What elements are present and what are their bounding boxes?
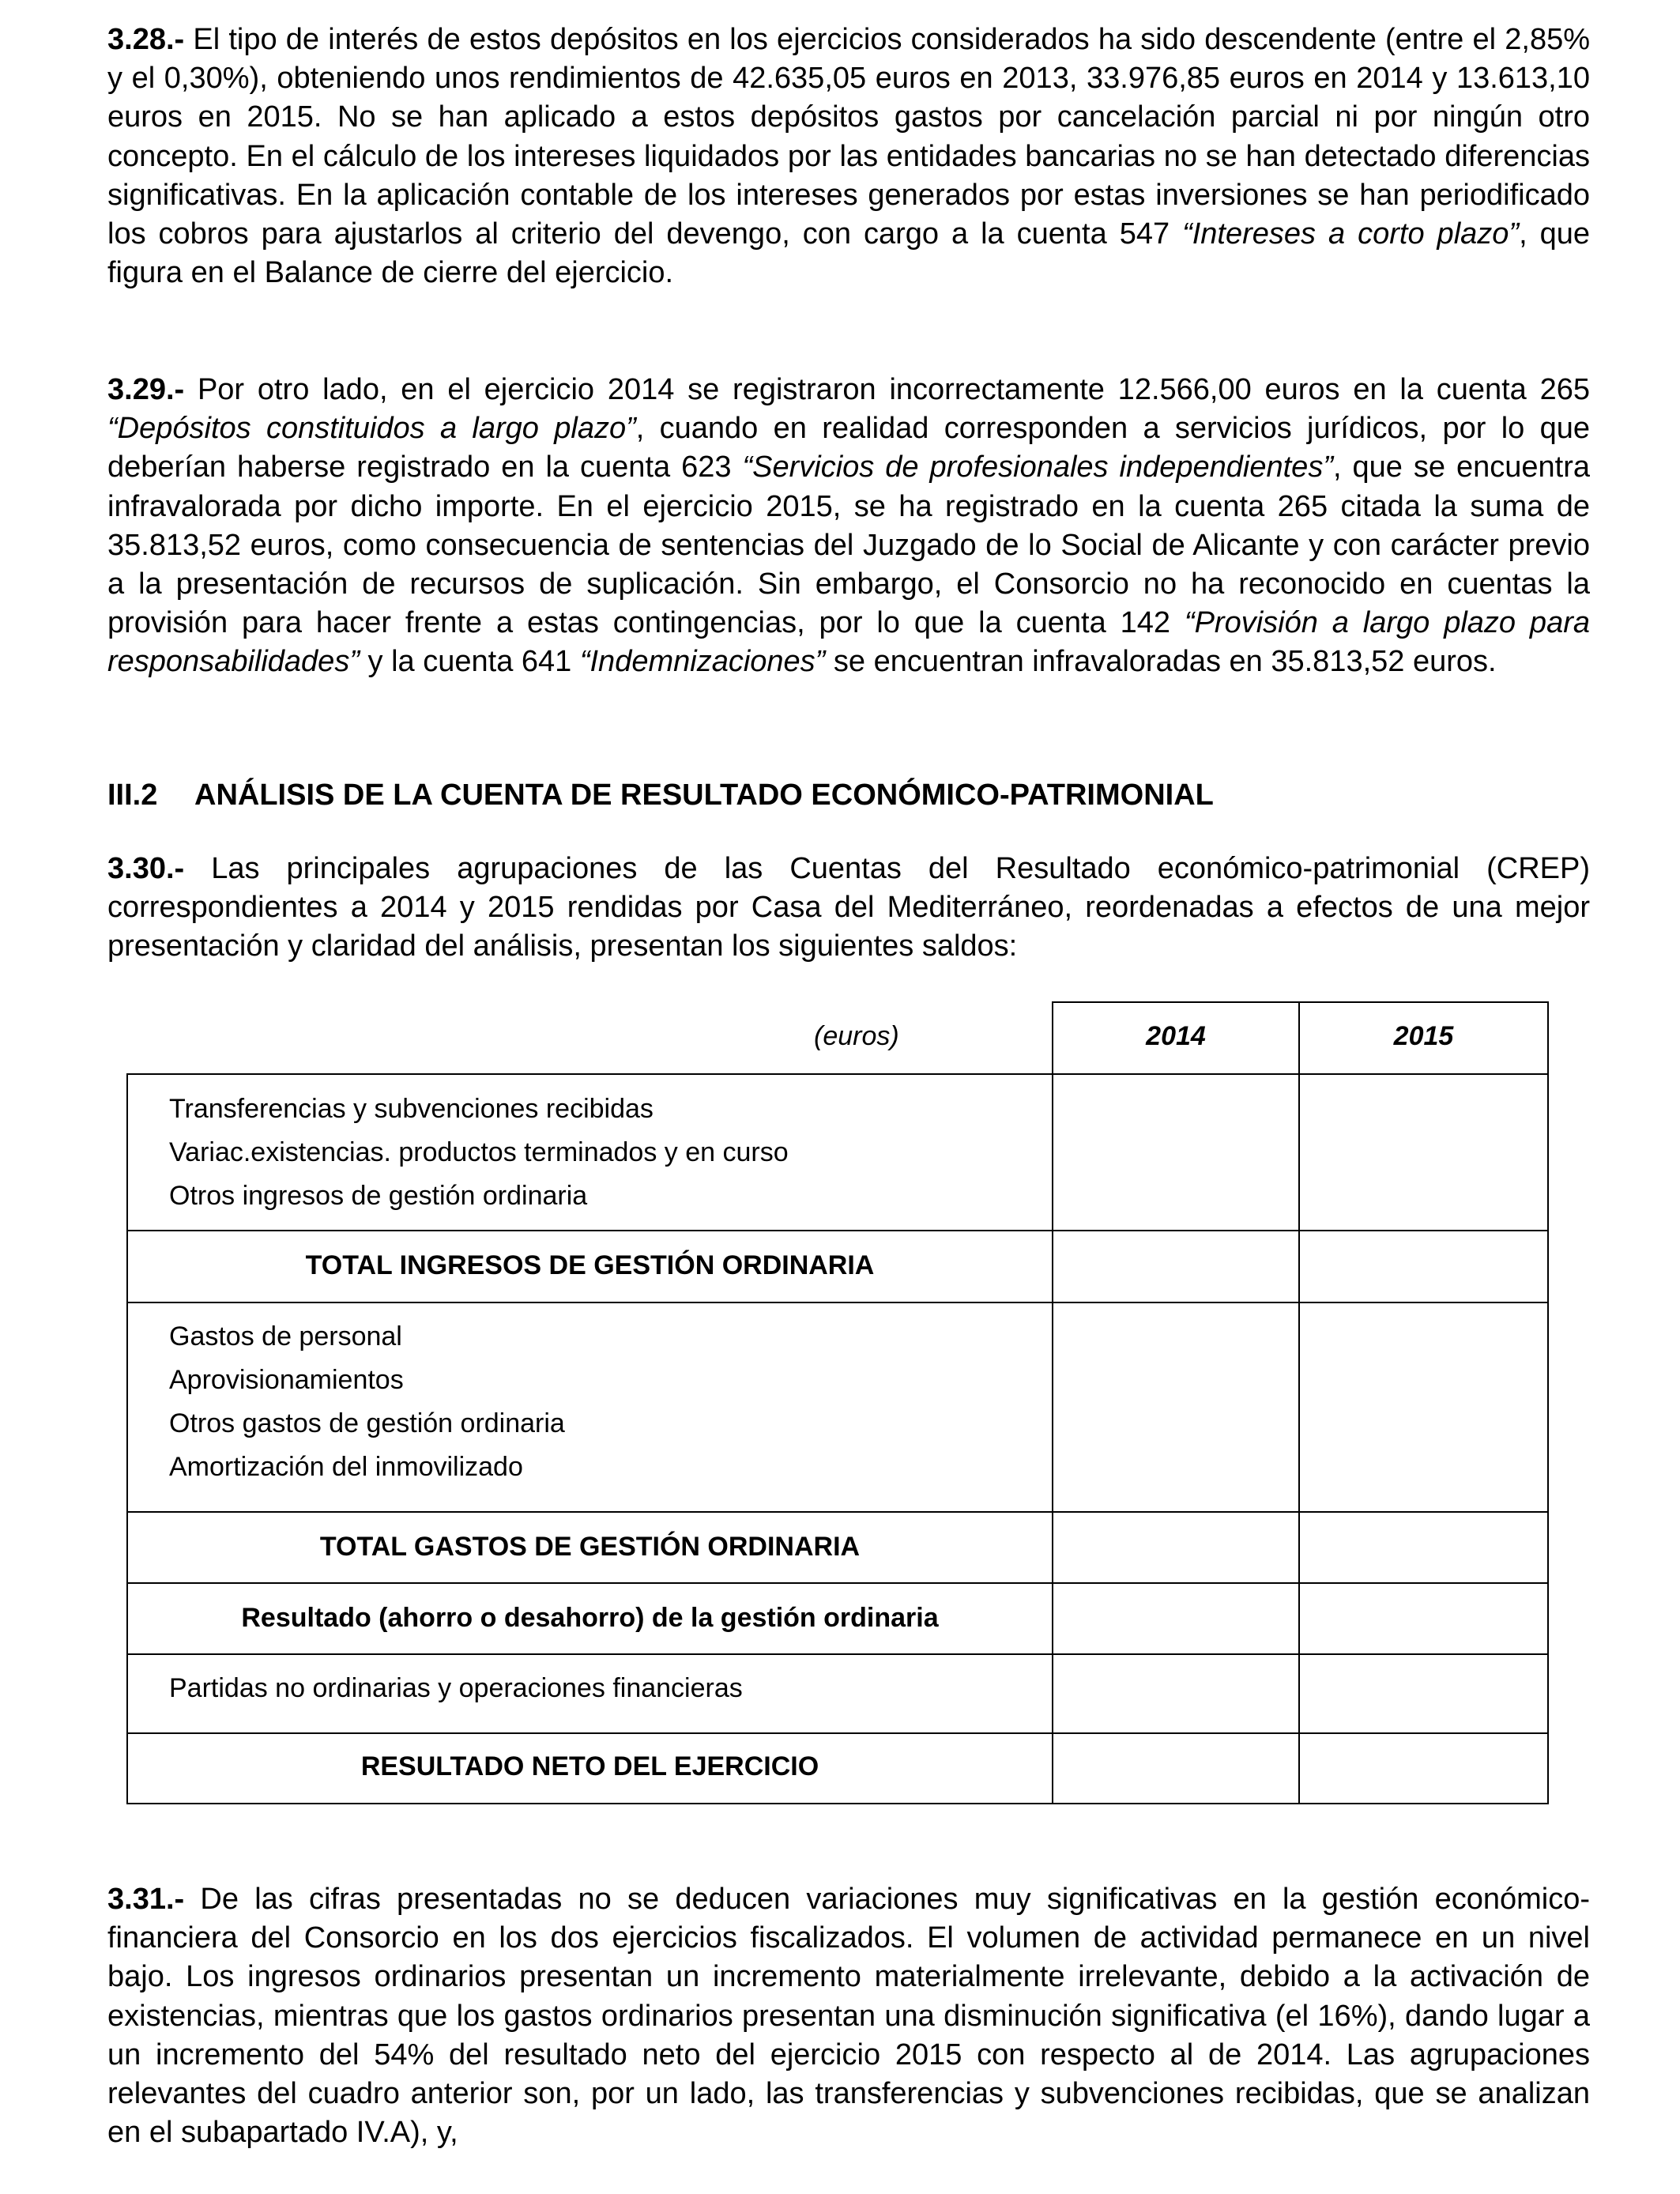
column-header-2014: 2014 [1146,1021,1206,1051]
account-name: “Servicios de profesionales independientes” [742,450,1333,484]
column-divider [1298,1001,1300,1804]
section-number: III.2 [107,778,158,812]
paragraph-number: 3.28.- [107,23,185,56]
paragraph-text: se encuentran infravaloradas en 35.813,52 euros. [825,645,1497,679]
row-label: Otros ingresos de gestión ordinaria [169,1181,588,1211]
account-name: “Provisión a largo plazo para responsabilidades” [107,606,1590,679]
row-label: Partidas no ordinarias y operaciones financieras [169,1673,743,1703]
paragraph-number: 3.29.- [107,373,185,406]
paragraph-text: Las principales agrupaciones de las Cuentas del Resultado económico-patrimonial (CREP) correspondientes a 2014 y 2015 rendidas por Casa del Mediterráneo, reordenadas a efectos de una mejor presentación y claridad del análisis, presentan los siguientes saldos: [107,852,1590,963]
row-label: TOTAL GASTOS DE GESTIÓN ORDINARIA [319,1532,861,1562]
row-divider [126,1302,1549,1303]
paragraph-text: , que se encuentra infravalorada por dicho importe. En el ejercicio 2015, se ha registrado en la cuenta 265 citada la suma de 35.813,52 euros, como consecuencia de sentencias del Juzgado de lo Social de Alicante y con carácter previo a la presentación de recursos de suplicación. Sin embargo, el Consorcio no ha reconocido en cuentas la provisión para hacer frente a estas contingencias, por lo que la cuenta 142 [107,450,1591,640]
section-heading [107,776,1214,815]
paragraph-number: 3.30.- [107,852,185,885]
section-title: ANÁLISIS DE LA CUENTA DE RESULTADO ECONÓMICO-PATRIMONIAL [194,778,1214,812]
column-header-2015: 2015 [1393,1021,1454,1051]
paragraph-text: El tipo de interés de estos depósitos en los ejercicios considerados ha sido descendente (entre el 2,85% y el 0,30%), obteniendo unos rendimientos de 42.635,05 euros en 2013, 33.976,85 euros en 2014 y 13.613,10 euros en 2015. No se han aplicado a estos depósitos gastos por cancelación parcial ni por ningún otro concepto. En el cálculo de los intereses liquidados por las entidades bancarias no se han detectado diferencias significativas. En la aplicación contable de los intereses generados por estas inversiones se han periodificado los cobros para ajustarlos al criterio del devengo, con cargo a la cuenta 547 [107,23,1590,251]
account-name: “Depósitos constituidos a largo plazo” [107,412,636,446]
row-label: Otros gastos de gestión ordinaria [169,1408,565,1438]
paragraph-3-30 [107,850,1590,967]
paragraph-text: , que figura en el Balance de cierre del ejercicio. [107,217,1590,290]
row-label: TOTAL INGRESOS DE GESTIÓN ORDINARIA [305,1250,875,1280]
row-label: RESULTADO NETO DEL EJERCICIO [360,1751,819,1781]
row-divider [126,1582,1549,1584]
account-name: “Intereses a corto plazo” [1182,217,1520,251]
row-divider [126,1732,1549,1734]
row-label: Gastos de personal [169,1321,402,1351]
paragraph-3-28 [107,21,1590,292]
account-name: “Indemnizaciones” [579,645,826,679]
row-divider [126,1653,1549,1655]
paragraph-3-31 [107,1880,1590,2152]
row-divider [126,1511,1549,1513]
row-label: Amortización del inmovilizado [169,1452,523,1482]
row-label: Aprovisionamientos [169,1365,404,1395]
paragraph-3-29 [107,371,1590,682]
paragraph-text: De las cifras presentadas no se deducen variaciones muy significativas en la gestión económico-financiera del Consorcio en los dos ejercicios fiscalizados. El volumen de actividad permanece en un nivel bajo. Los ingresos ordinarios presentan un incremento materialmente irrelevante, debido a la activación de existencias, mientras que los gastos ordinarios presentan una disminución significativa (el 16%), dando lugar a un incremento del 54% del resultado neto del ejercicio 2015 con respecto al de 2014. Las agrupaciones relevantes del cuadro anterior son, por un lado, las transferencias y subvenciones recibidas, que se analizan en el subapartado IV.A), y, [107,1883,1590,2150]
paragraph-text: Por otro lado, en el ejercicio 2014 se registraron incorrectamente 12.566,00 euros en la cuenta 265 [184,373,1590,406]
row-label: Variac.existencias. productos terminados y en curso [169,1137,789,1167]
column-divider [1052,1073,1053,1804]
unit-label: (euros) [814,1021,899,1051]
paragraph-text: y la cuenta 641 [359,645,580,679]
paragraph-number: 3.31.- [107,1883,185,1916]
row-label: Resultado (ahorro o desahorro) de la gestión ordinaria [241,1603,939,1633]
paragraph-text: , cuando en realidad corresponden a servicios jurídicos, por lo que deberían haberse registrado en la cuenta 623 [107,412,1590,484]
row-label: Transferencias y subvenciones recibidas [169,1094,654,1124]
row-divider [126,1230,1549,1231]
